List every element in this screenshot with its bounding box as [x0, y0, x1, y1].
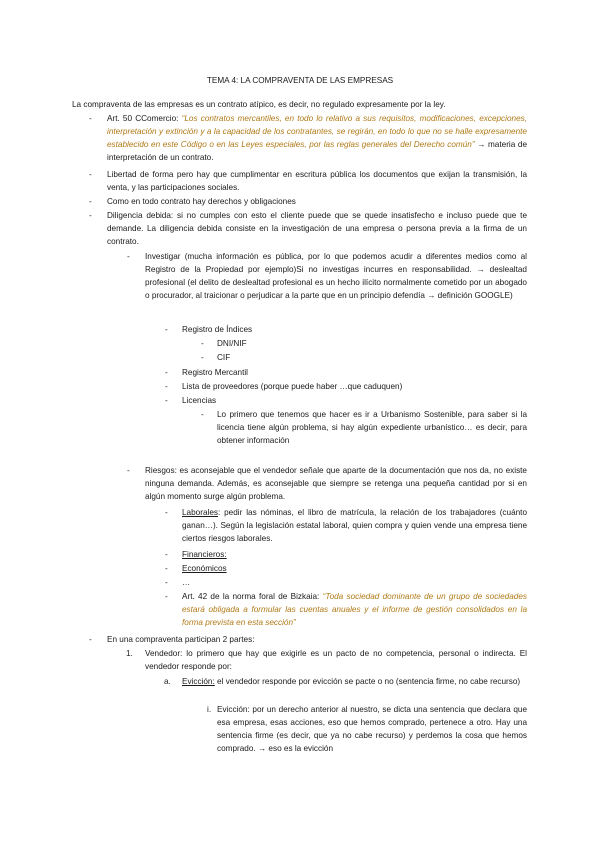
bullet-dash: -: [165, 564, 168, 573]
bullet-dash: -: [165, 592, 168, 601]
bullet-dash: -: [165, 578, 168, 587]
list-item-registro-mercantil: Registro Mercantil: [182, 368, 248, 377]
bullet-dash: -: [165, 382, 168, 391]
list-item-registro-indices: Registro de Índices: [182, 325, 253, 334]
list-item-partes: En una compraventa participan 2 partes:: [107, 635, 255, 644]
art50-label: Art. 50 CComercio:: [107, 114, 179, 123]
bullet-dash: -: [165, 550, 168, 559]
list-item-licencias-text: Lo primero que tenemos que hacer es ir a Urbanismo Sostenible, para saber si la licencia tiene algún problema, si hay algún expediente urbanístico… es decir, para obtener información: [217, 410, 527, 445]
list-item-art50: [107, 112, 527, 164]
list-item-investigar: Investigar (mucha información es pública, por lo que podemos acudir a diferentes medios como al Registro de la Propiedad por ejemplo)Si no investigas incurres en responsabilidad. → deslealtad profesional (el delito de deslealtad profesional es un hecho ilícito normalmente cometido por un abogado o procurador, al traicionar o perjudicar a la parte que en un principio defendía → definición GOOGLE): [145, 252, 527, 300]
intro-paragraph: La compraventa de las empresas es un contrato atípico, es decir, no regulado expresamente por la ley.: [72, 100, 446, 109]
bullet-dash: -: [89, 211, 92, 220]
bullet-dash: -: [165, 325, 168, 334]
list-item-como: Como en todo contrato hay derechos y obligaciones: [107, 197, 296, 206]
list-item-riesgos: Riesgos: es aconsejable que el vendedor señale que aparte de la documentación que nos da, no existe ninguna demanda. Además, es aconsejable que siempre se retenga una pequeña cantidad por si en algún momento surge algún problema.: [145, 466, 527, 501]
lettered-marker: a.: [164, 677, 171, 686]
laborales-text: : pedir las nóminas, el libro de matrícula, la relación de los trabajadores (cuánto ganan…). Según la legislación estatal laboral, quien compra y quien vende una empresa tiene ciertos riesgos laborales.: [182, 508, 527, 543]
art50-quote: “Los contratos mercantiles, en todo lo relativo a sus requisitos, modificaciones, excepciones, interpretación y extinción y a la capacidad de los contratantes, se regirán, en todo lo que no se halle expresamente establecido en este Código o en las Leyes especiales, por las reglas generales del Derecho común”: [107, 114, 527, 149]
bullet-dash: -: [201, 353, 204, 362]
numbered-marker: 1.: [126, 649, 133, 658]
list-item-diligencia: Diligencia debida: si no cumples con esto el cliente puede que se quede insatisfecho e incluso puede que te demande. La diligencia debida consiste en la investigación de una empresa o persona previa a la firma de un contrato.: [107, 211, 527, 246]
bullet-dash: -: [165, 508, 168, 517]
list-item-libertad: Libertad de forma pero hay que cumplimentar en escritura pública los documentos que exijan la transmisión, la venta, y las participaciones sociales.: [107, 170, 527, 192]
list-item-eviccion: [182, 675, 527, 688]
art42-label: Art. 42 de la norma foral de Bizkaia:: [182, 592, 320, 601]
list-item-economicos: Económicos: [182, 564, 227, 573]
bullet-dash: -: [89, 114, 92, 123]
list-item-vendedor: Vendedor: lo primero que hay que exigirle es un pacto de no competencia, personal o indirecta. El vendedor responde por:: [145, 649, 527, 671]
list-item-financieros: Financieros:: [182, 550, 227, 559]
list-item-cif: CIF: [217, 353, 231, 362]
bullet-dash: -: [89, 170, 92, 179]
list-item-licencias: Licencias: [182, 396, 217, 405]
eviccion-text: el vendedor responde por evicción se pacte o no (sentencia firme, no cabe recurso): [214, 677, 521, 686]
bullet-dash: -: [165, 368, 168, 377]
list-item-laborales: [182, 506, 527, 545]
bullet-dash: -: [127, 252, 130, 261]
list-item-lista: Lista de proveedores (porque puede haber …que caduquen): [182, 382, 403, 391]
list-item-eviccion-definition: Evicción: por un derecho anterior al nuestro, se dicta una sentencia que declara que esa empresa, esas acciones, eso que hemos comprado, pertenece a otro. Hay una sentencia firme (es decir, que ya no cabe recurso) y perdemos la cosa que hemos comprado. → eso es la evicción: [217, 705, 527, 753]
laborales-label: Laborales: [182, 508, 218, 517]
art42-quote: “Toda sociedad dominante de un grupo de sociedades estará obligada a formular las cuentas anuales y el informe de gestión consolidados en la forma prevista en esta sección”: [182, 592, 527, 627]
list-item-art42: [182, 590, 527, 629]
list-item-ellipsis: …: [182, 578, 191, 587]
bullet-dash: -: [89, 635, 92, 644]
bullet-dash: -: [165, 396, 168, 405]
bullet-dash: -: [201, 410, 204, 419]
list-item-dni: DNI/NIF: [217, 339, 247, 348]
art50-tail: → materia de interpretación de un contrato.: [107, 140, 527, 162]
bullet-dash: -: [127, 466, 130, 475]
document-title: TEMA 4: LA COMPRAVENTA DE LAS EMPRESAS: [206, 76, 394, 85]
bullet-dash: -: [201, 339, 204, 348]
eviccion-label: Evicción:: [182, 677, 215, 686]
roman-marker: i.: [207, 705, 212, 714]
bullet-dash: -: [89, 197, 92, 206]
